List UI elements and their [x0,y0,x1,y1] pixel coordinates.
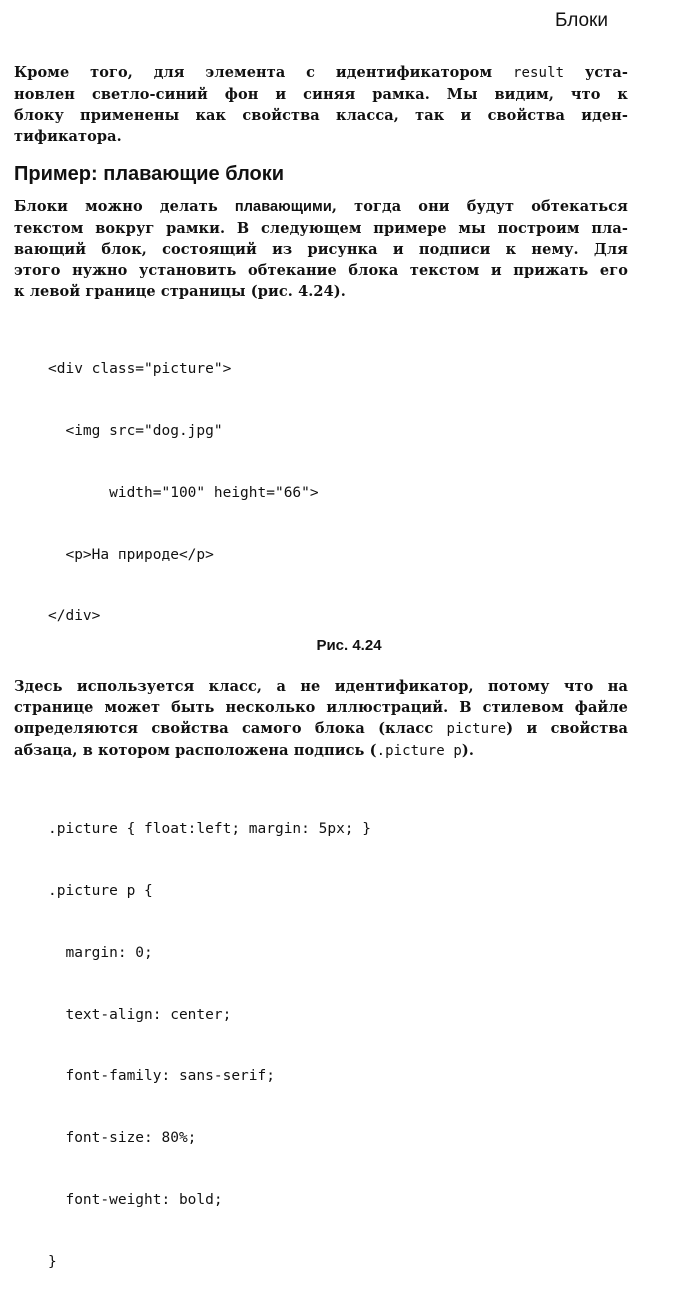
paragraph-line: этого нужно установить обтекание блока текстом и прижать его [14,262,628,279]
code-line: <p>На природе</p> [48,546,214,563]
paragraph-line: текстом вокруг рамки. В следующем примере мы построим пла- [14,220,628,237]
paragraph-intro [14,62,628,147]
paragraph-line: вающий блок, состоящий из рисунка и подписи к нему. Для [14,241,628,258]
paragraph-line: Кроме того, для элемента с идентификатором result уста- [14,64,628,81]
code-line: width="100" height="66"> [48,484,319,501]
paragraph-floating-blocks [14,196,628,302]
section-heading: Пример: плавающие блоки [14,163,285,185]
running-head: Блоки [554,10,608,31]
code-block-css [48,778,371,1313]
code-line: <img src="dog.jpg" [48,422,223,439]
paragraph-line: странице может быть несколько иллюстраций. В стилевом файле [14,699,628,716]
code-line: <div class="picture"> [48,361,232,378]
code-line: .picture p { [48,882,153,899]
code-line: .picture { float:left; margin: 5px; } [48,821,372,838]
paragraph-line: к левой границе страницы (рис. 4.24). [14,283,346,300]
paragraph-line: Здесь используется класс, а не идентификатор, потому что на [14,678,628,695]
paragraph-line: абзаца, в котором расположена подпись (.picture p). [14,742,474,759]
code-line: margin: 0; [48,944,153,961]
paragraph-line: новлен светло-синий фон и синяя рамка. Мы видим, что к [14,86,628,103]
paragraph-line: Блоки можно делать плавающими, тогда они будут обтекаться [14,198,628,215]
code-line: font-size: 80%; [48,1130,197,1147]
code-line: </div> [48,608,101,625]
code-line: } [48,1253,57,1270]
paragraph-line: определяются свойства самого блока (класс picture) и свойства [14,720,628,737]
figure-placeholder [48,430,648,625]
figure-caption: Рис. 4.24 [316,637,382,654]
code-line: text-align: center; [48,1006,232,1023]
code-line: font-weight: bold; [48,1191,223,1208]
paragraph-line: тификатора. [14,128,122,145]
code-line: font-family: sans-serif; [48,1068,275,1085]
paragraph-line: блоку применены как свойства класса, так и свойства иден- [14,107,628,124]
paragraph-class-explanation [14,676,628,762]
